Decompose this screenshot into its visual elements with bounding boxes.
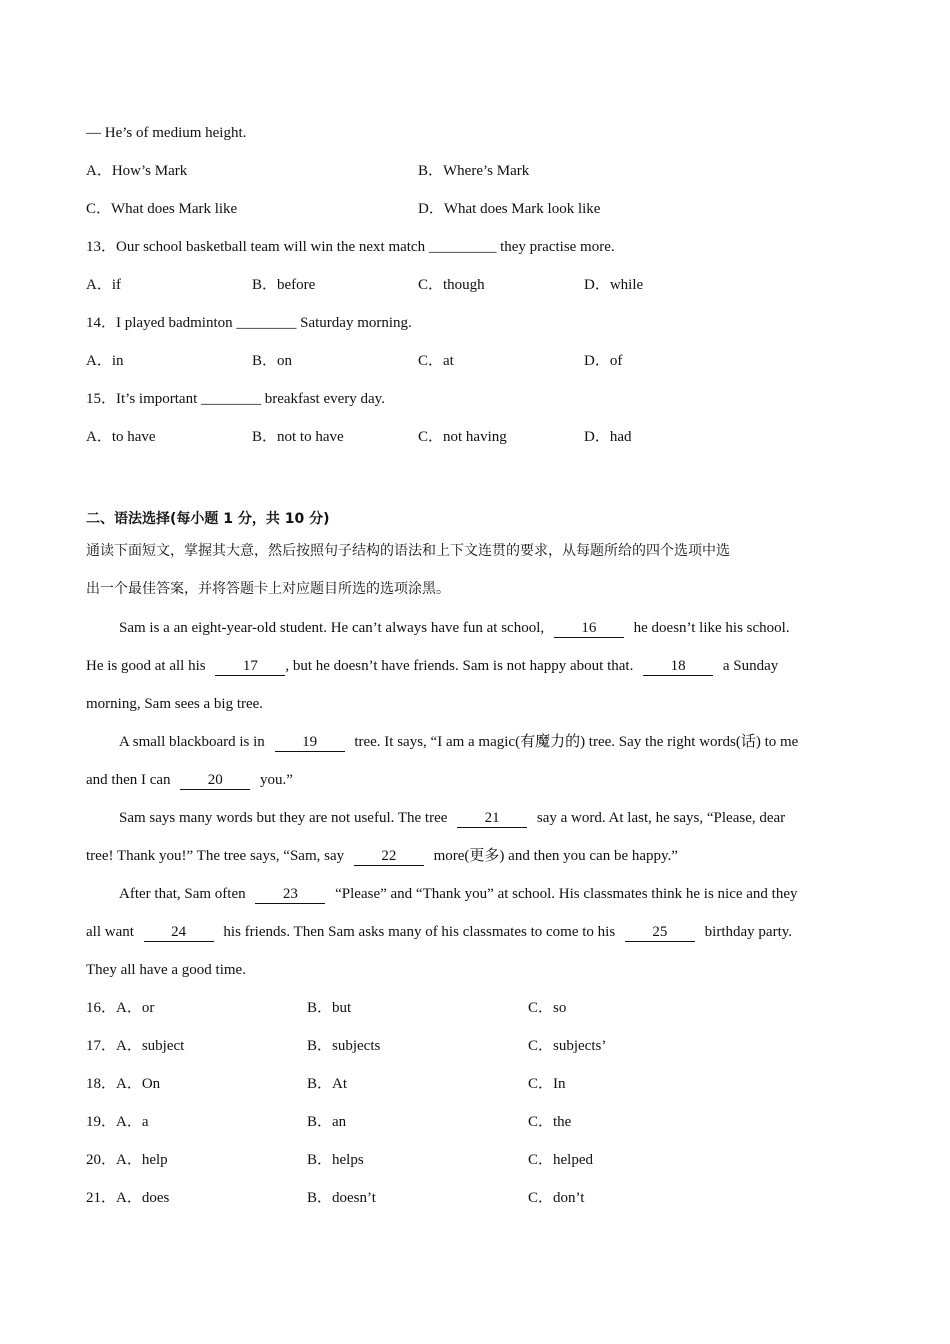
passage-text: you.” [260, 772, 293, 788]
q14-option-b: B．on [252, 353, 293, 369]
passage-p2-line1 [119, 732, 798, 752]
choice-21-b: B．doesn’t [307, 1190, 376, 1206]
choice-18-b: B．At [307, 1076, 348, 1092]
passage-text: Sam is a an eight-year-old student. He can’t always have fun at school, [119, 620, 545, 636]
choice-17-a: 17．A．subject [86, 1038, 185, 1054]
q14-option-c: C．at [418, 353, 454, 369]
choice-19-c: C．the [528, 1114, 572, 1130]
blank-25: 25 [625, 924, 695, 942]
section-instructions-line1: 通读下面短文，掌握其大意，然后按照句子结构的语法和上下文连贯的要求，从每题所给的四个选项中选 [86, 543, 730, 559]
passage-text: and then I can [86, 772, 171, 788]
q15-text-pre: 15．It’s important [86, 391, 198, 407]
passage-p4-line3: They all have a good time. [86, 962, 246, 978]
choice-20-a: 20．A．help [86, 1152, 168, 1168]
passage-text: more(更多) and then you can be happy.” [433, 848, 678, 864]
blank-22: 22 [354, 848, 424, 866]
passage-p1-line1 [119, 618, 790, 638]
q13-text-pre: 13．Our school basketball team will win the next match [86, 239, 426, 255]
blank-17: 17 [215, 658, 285, 676]
choice-17-c: C．subjects’ [528, 1038, 607, 1054]
choice-21-a: 21．A．does [86, 1190, 170, 1206]
passage-text: a Sunday [722, 658, 779, 674]
passage-p2-line2 [86, 770, 293, 790]
passage-text: After that, Sam often [119, 886, 246, 902]
passage-p1-line3: morning, Sam sees a big tree. [86, 696, 264, 712]
q12-option-b: B．Where’s Mark [418, 163, 530, 179]
passage-p4-line2 [86, 922, 792, 942]
choice-16-b: B．but [307, 1000, 352, 1016]
q15-stem [86, 389, 385, 409]
q15-text-post: breakfast every day. [264, 391, 385, 407]
choice-16-a: 16．A．or [86, 1000, 155, 1016]
q13-text-post: they practise more. [500, 239, 615, 255]
section-instructions-line2: 出一个最佳答案，并将答题卡上对应题目所选的选项涂黑。 [86, 581, 450, 597]
q14-option-a: A．in [86, 353, 124, 369]
passage-text: all want [86, 924, 134, 940]
passage-text: “Please” and “Thank you” at school. His classmates think he is nice and they [335, 886, 798, 902]
q15-option-a: A．to have [86, 429, 156, 445]
q15-option-d: D．had [584, 429, 632, 445]
blank-18: 18 [643, 658, 713, 676]
passage-p3-line1 [119, 808, 785, 828]
q14-stem [86, 313, 412, 333]
passage-text: Sam says many words but they are not useful. The tree [119, 810, 448, 826]
section-heading: 二、语法选择(每小题 1 分，共 10 分) [86, 511, 330, 527]
choice-18-c: C．In [528, 1076, 566, 1092]
blank-23: 23 [255, 886, 325, 904]
choice-19-a: 19．A．a [86, 1114, 149, 1130]
q12-option-a: A．How’s Mark [86, 163, 188, 179]
q13-option-a: A．if [86, 277, 121, 293]
blank-21: 21 [457, 810, 527, 828]
choice-18-a: 18．A．On [86, 1076, 161, 1092]
choice-20-c: C．helped [528, 1152, 593, 1168]
q14-option-d: D．of [584, 353, 623, 369]
q15-option-c: C．not having [418, 429, 507, 445]
choice-21-c: C．don’t [528, 1190, 585, 1206]
q13-blank: _________ [428, 239, 497, 255]
blank-19: 19 [275, 734, 345, 752]
q15-blank: ________ [201, 391, 261, 407]
passage-text: say a word. At last, he says, “Please, dear [536, 810, 786, 826]
blank-24: 24 [144, 924, 214, 942]
passage-text: his friends. Then Sam asks many of his classmates to come to his [223, 924, 616, 940]
q14-text-post: Saturday morning. [300, 315, 412, 331]
blank-16: 16 [554, 620, 624, 638]
q12-answer-line: — He’s of medium height. [86, 125, 247, 141]
choice-19-b: B．an [307, 1114, 347, 1130]
q13-option-c: C．though [418, 277, 485, 293]
passage-p4-line1 [119, 884, 798, 904]
q14-text-pre: 14．I played badminton [86, 315, 233, 331]
blank-20: 20 [180, 772, 250, 790]
passage-text: tree! Thank you!” The tree says, “Sam, say [86, 848, 345, 864]
passage-p3-line2 [86, 846, 678, 866]
passage-text: A small blackboard is in [119, 734, 265, 750]
q13-stem [86, 237, 615, 257]
passage-text: birthday party. [704, 924, 793, 940]
q12-option-d: D．What does Mark look like [418, 201, 601, 217]
q15-option-b: B．not to have [252, 429, 344, 445]
q12-option-c: C．What does Mark like [86, 201, 238, 217]
q13-option-b: B．before [252, 277, 316, 293]
choice-16-c: C．so [528, 1000, 567, 1016]
q14-blank: ________ [236, 315, 297, 331]
passage-text: , but he doesn’t have friends. Sam is not happy about that. [285, 658, 634, 674]
passage-text: He is good at all his [86, 658, 206, 674]
passage-p1-line2 [86, 656, 778, 676]
q13-option-d: D．while [584, 277, 644, 293]
passage-text: tree. It says, “I am a magic(有魔力的) tree. Say the right words(话) to me [354, 734, 799, 750]
choice-20-b: B．helps [307, 1152, 364, 1168]
choice-17-b: B．subjects [307, 1038, 381, 1054]
passage-text: he doesn’t like his school. [633, 620, 790, 636]
